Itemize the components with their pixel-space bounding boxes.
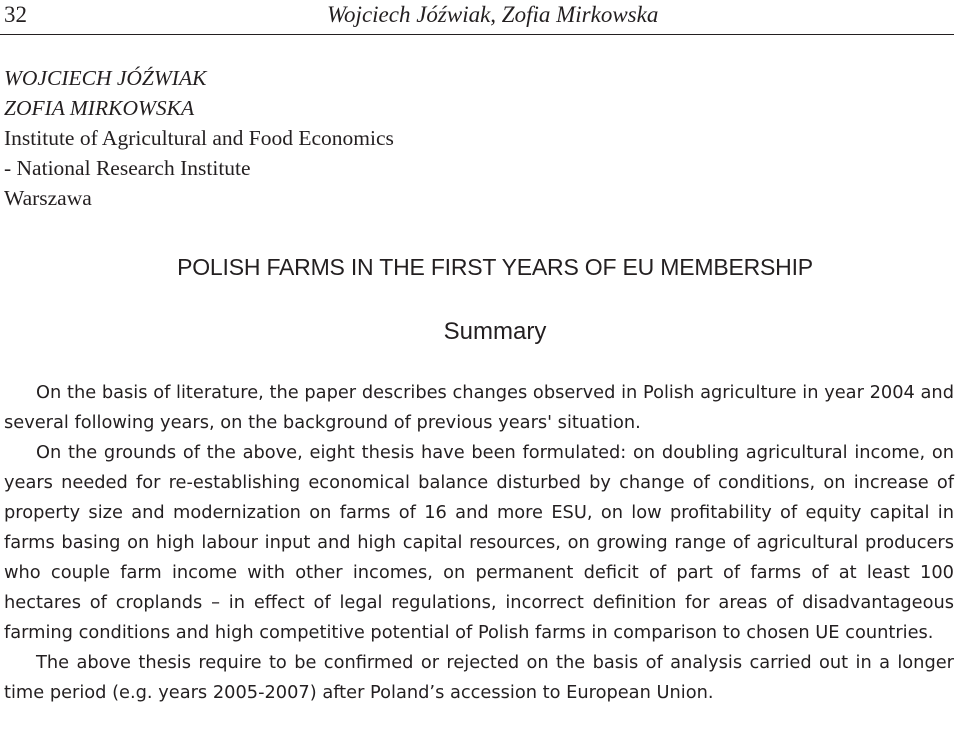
affiliation-line: Institute of Agricultural and Food Economics	[4, 126, 394, 150]
author-name: ZOFIA MIRKOWSKA	[4, 96, 195, 120]
running-title: Wojciech Jóźwiak, Zofia Mirkowska	[327, 2, 659, 27]
summary-paragraph: On the grounds of the above, eight thesis have been formulated: on doubling agricultural income, on years needed for re-establishing economical balance disturbed by change of conditions, on increase of property size and modernization on farms of 16 and more ESU, on low profitability of equity capital in farms basing on high labour input and high capital resources, on growing range of agricultural producers who couple farm income with other incomes, on permanent deficit of part of farms of at least 100 hectares of croplands – in effect of legal regulations, incorrect definition for areas of disadvantageous farming conditions and high competitive potential of Polish farms in comparison to chosen UE countries.	[4, 442, 954, 643]
author-block	[4, 63, 394, 213]
affiliation-line: - National Research Institute	[4, 156, 251, 180]
summary-paragraph: On the basis of literature, the paper describes changes observed in Polish agriculture in year 2004 and several following years, on the background of previous years' situation.	[4, 382, 954, 433]
affiliation-city: Warszawa	[4, 186, 92, 210]
summary-body	[4, 378, 954, 708]
author-name: WOJCIECH JÓŹWIAK	[4, 66, 207, 90]
page-number: 32	[4, 2, 27, 27]
summary-heading: Summary	[443, 318, 547, 345]
paper-title: POLISH FARMS IN THE FIRST YEARS OF EU MEMBERSHIP	[177, 254, 813, 280]
running-header	[0, 0, 954, 35]
summary-paragraph: The above thesis require to be confirmed or rejected on the basis of analysis carried out in a longer time period (e.g. years 2005-2007) after Poland’s accession to European Union.	[4, 652, 954, 703]
